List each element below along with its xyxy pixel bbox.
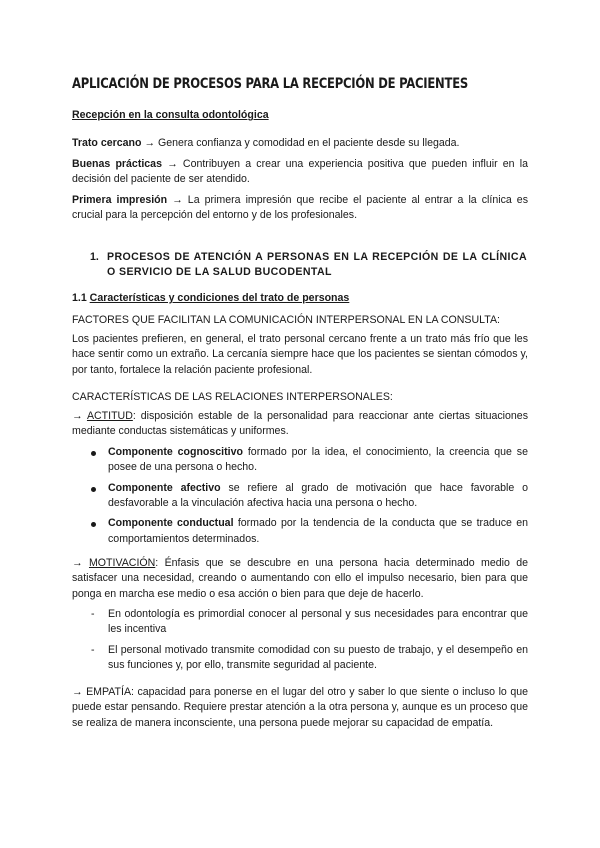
subsection-number: 1.1 bbox=[72, 292, 90, 304]
intro-item-primera-impresion bbox=[72, 193, 528, 224]
componente-term: Componente conductual bbox=[108, 517, 234, 530]
intro-term: Primera impresión bbox=[72, 194, 168, 206]
list-item bbox=[90, 445, 528, 476]
subsection-title: Características y condiciones del trato de personas bbox=[89, 292, 350, 304]
intro-term: Trato cercano bbox=[72, 137, 142, 149]
intro-text: → Genera confianza y comodidad en el paciente desde su llegada. bbox=[141, 137, 460, 149]
intro-item-buenas-practicas bbox=[72, 157, 528, 188]
componente-text: se refiere al grado de motivación que hace favorable o desfavorable a la vinculación afectiva hacia una persona o hecho. bbox=[108, 481, 529, 510]
section-number: 1. bbox=[90, 251, 99, 263]
intro-text: → La primera impresión que recibe el paciente al entrar a la clínica es crucial para la percepción del entorno y de los profesionales. bbox=[72, 194, 528, 222]
componente-term: Componente cognoscitivo bbox=[108, 446, 243, 458]
motivacion-list bbox=[90, 607, 528, 678]
componentes-list bbox=[90, 445, 528, 552]
caracteristicas-heading: CARACTERÍSTICAS DE LAS RELACIONES INTERPERSONALES: bbox=[72, 391, 393, 403]
arrow-icon: → bbox=[72, 410, 87, 422]
motivacion-text: : Énfasis que se descubre en una persona hacia determinado medio de satisfacer una necesidad, creando o aumentando con ello el impulso necesario, bien para que ponga en marcha ese medio o esa acción o bien para que deje de hacerlo. bbox=[72, 557, 528, 600]
componente-term: Componente afectivo bbox=[108, 481, 221, 494]
section-heading: PROCESOS DE ATENCIÓN A PERSONAS EN LA RECEPCIÓN DE LA CLÍNICA O SERVICIO DE LA SALUD BUCODENTAL bbox=[107, 251, 527, 279]
actitud-paragraph bbox=[72, 409, 528, 440]
arrow-icon: → bbox=[72, 557, 89, 569]
subsection-heading bbox=[72, 291, 528, 306]
factores-heading: FACTORES QUE FACILITAN LA COMUNICACIÓN INTERPERSONAL EN LA CONSULTA: bbox=[72, 314, 500, 326]
motivacion-paragraph bbox=[72, 556, 528, 602]
list-item bbox=[90, 481, 528, 512]
motivacion-label: MOTIVACIÓN bbox=[88, 557, 156, 569]
componente-text: formado por la tendencia de la conducta que se traduce en comportamientos determinados. bbox=[108, 517, 529, 545]
actitud-text: : disposición estable de la personalidad para reaccionar ante ciertas situaciones mediante conductas sistemáticas y uniformes. bbox=[72, 410, 528, 438]
list-item bbox=[90, 516, 528, 547]
intro-heading bbox=[72, 108, 528, 123]
document-title: APLICACIÓN DE PROCESOS PARA LA RECEPCIÓN DE PACIENTES bbox=[72, 76, 468, 92]
list-item: - El personal motivado transmite comodidad con su puesto de trabajo, y el desempeño en sus funciones y, por ello, transmite seguridad al paciente. bbox=[90, 643, 528, 674]
actitud-label: ACTITUD bbox=[86, 410, 133, 422]
empatia-paragraph: → EMPATÍA: capacidad para ponerse en el lugar del otro y saber lo que siente o incluso lo que puede estar pensando. Requiere prestar atención a la otra persona y, aunque es un proceso que se realiza de manera inconsciente, una persona puede mejorar su capacidad de empatía. bbox=[72, 686, 528, 729]
intro-item-trato-cercano bbox=[72, 136, 528, 151]
componente-text: formado por la idea, el conocimiento, la creencia que se posee de una persona o hecho. bbox=[108, 446, 528, 474]
factores-paragraph: Los pacientes prefieren, en general, el trato personal cercano frente a un trato más frío que les hace sentir como un extraño. La cercanía siempre hace que los pacientes se sientan cómodos y, por tanto, fortalece la relación paciente profesional. bbox=[72, 333, 528, 376]
intro-text: → Contribuyen a crear una experiencia positiva que pueden influir en la decisión del paciente de ser atendido. bbox=[72, 158, 528, 186]
intro-heading-text: Recepción en la consulta odontológica bbox=[72, 109, 269, 121]
list-item: - En odontología es primordial conocer al personal y sus necesidades para encontrar que les incentiva bbox=[90, 607, 528, 638]
intro-term: Buenas prácticas bbox=[72, 158, 162, 170]
